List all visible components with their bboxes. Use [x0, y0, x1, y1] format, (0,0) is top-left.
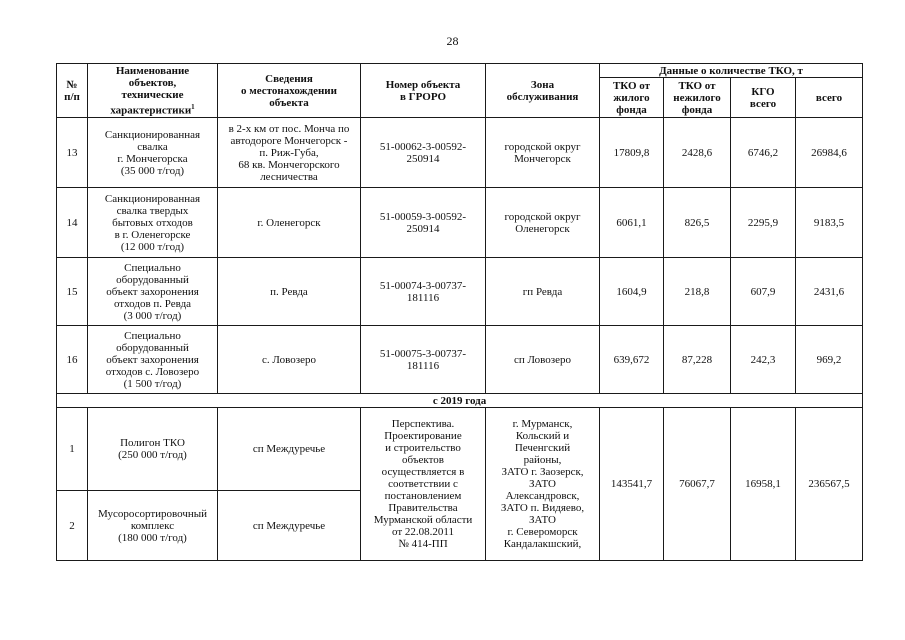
- table-row: [57, 326, 863, 394]
- section-title: с 2019 года: [57, 394, 863, 408]
- row-zone: городской округ Оленегорск: [486, 188, 600, 258]
- row-total: 236567,5: [796, 408, 863, 561]
- row-nonresidential: 76067,7: [664, 408, 731, 561]
- tko-objects-table: [56, 63, 863, 561]
- row-groro: 51-00062-3-00592- 250914: [361, 118, 486, 188]
- header-num: № п/п: [57, 64, 88, 118]
- row-kgo: 16958,1: [731, 408, 796, 561]
- header-qty-group: Данные о количестве ТКО, т: [600, 64, 863, 78]
- table-row: [57, 118, 863, 188]
- row-name: Санкционированная свалка твердых бытовых отходов в г. Оленегорске (12 000 т/год): [88, 188, 218, 258]
- row-nonresidential: 87,228: [664, 326, 731, 394]
- row-kgo: 242,3: [731, 326, 796, 394]
- row-num: 16: [57, 326, 88, 394]
- row-total: 26984,6: [796, 118, 863, 188]
- row-residential: 1604,9: [600, 258, 664, 326]
- table-row: [57, 188, 863, 258]
- row-groro: 51-00075-3-00737- 181116: [361, 326, 486, 394]
- row-num: 15: [57, 258, 88, 326]
- row-location: п. Ревда: [218, 258, 361, 326]
- row-groro: 51-00074-3-00737- 181116: [361, 258, 486, 326]
- table-row: [57, 258, 863, 326]
- row-location: сп Междуречье: [218, 408, 361, 491]
- header-zone: Зона обслуживания: [486, 64, 600, 118]
- row-total: 969,2: [796, 326, 863, 394]
- row-residential: 17809,8: [600, 118, 664, 188]
- row-num: 13: [57, 118, 88, 188]
- row-total: 2431,6: [796, 258, 863, 326]
- header-name: [88, 64, 218, 118]
- row-name: Мусоросортировочный комплекс (180 000 т/год): [88, 491, 218, 561]
- row-name: Полигон ТКО (250 000 т/год): [88, 408, 218, 491]
- header-name-footnote: 1: [191, 102, 195, 111]
- row-kgo: 6746,2: [731, 118, 796, 188]
- row-location: в 2-х км от пос. Монча по автодороге Мончегорск - п. Риж-Губа, 68 кв. Мончегорского лесничества: [218, 118, 361, 188]
- row-nonresidential: 218,8: [664, 258, 731, 326]
- row-residential: 143541,7: [600, 408, 664, 561]
- row-nonresidential: 2428,6: [664, 118, 731, 188]
- row-total: 9183,5: [796, 188, 863, 258]
- row-num: 2: [57, 491, 88, 561]
- row-zone: г. Мурманск, Кольский и Печенгский районы, ЗАТО г. Заозерск, ЗАТО Александровск, ЗАТО п. Видяево, ЗАТО г. Североморск Кандалакшский,: [486, 408, 600, 561]
- row-num: 1: [57, 408, 88, 491]
- row-zone: сп Ловозеро: [486, 326, 600, 394]
- row-num: 14: [57, 188, 88, 258]
- header-qty-residential: ТКО от жилого фонда: [600, 78, 664, 118]
- row-location: г. Оленегорск: [218, 188, 361, 258]
- header-groro: Номер объекта в ГРОРО: [361, 64, 486, 118]
- row-zone: гп Ревда: [486, 258, 600, 326]
- row-name: Специально оборудованный объект захоронения отходов с. Ловозеро (1 500 т/год): [88, 326, 218, 394]
- header-qty-total: всего: [796, 78, 863, 118]
- row-residential: 639,672: [600, 326, 664, 394]
- section-2019-row: [57, 394, 863, 408]
- row-name: Специально оборудованный объект захоронения отходов п. Ревда (3 000 т/год): [88, 258, 218, 326]
- table-row: [57, 408, 863, 491]
- row-location: сп Междуречье: [218, 491, 361, 561]
- page-number: 28: [446, 34, 459, 48]
- header-location: Сведения о местонахождении объекта: [218, 64, 361, 118]
- row-name: Санкционированная свалка г. Мончегорска (35 000 т/год): [88, 118, 218, 188]
- row-nonresidential: 826,5: [664, 188, 731, 258]
- row-kgo: 607,9: [731, 258, 796, 326]
- row-groro: 51-00059-3-00592- 250914: [361, 188, 486, 258]
- header-qty-kgo: КГО всего: [731, 78, 796, 118]
- header-qty-nonresidential: ТКО от нежилого фонда: [664, 78, 731, 118]
- row-kgo: 2295,9: [731, 188, 796, 258]
- row-groro: Перспектива. Проектирование и строительство объектов осуществляется в соответствии с постановлением Правительства Мурманской области от 22.08.2011 № 414-ПП: [361, 408, 486, 561]
- header-name-text: Наименование объектов, технические характеристики: [110, 64, 192, 117]
- row-location: с. Ловозеро: [218, 326, 361, 394]
- row-residential: 6061,1: [600, 188, 664, 258]
- row-zone: городской округ Мончегорск: [486, 118, 600, 188]
